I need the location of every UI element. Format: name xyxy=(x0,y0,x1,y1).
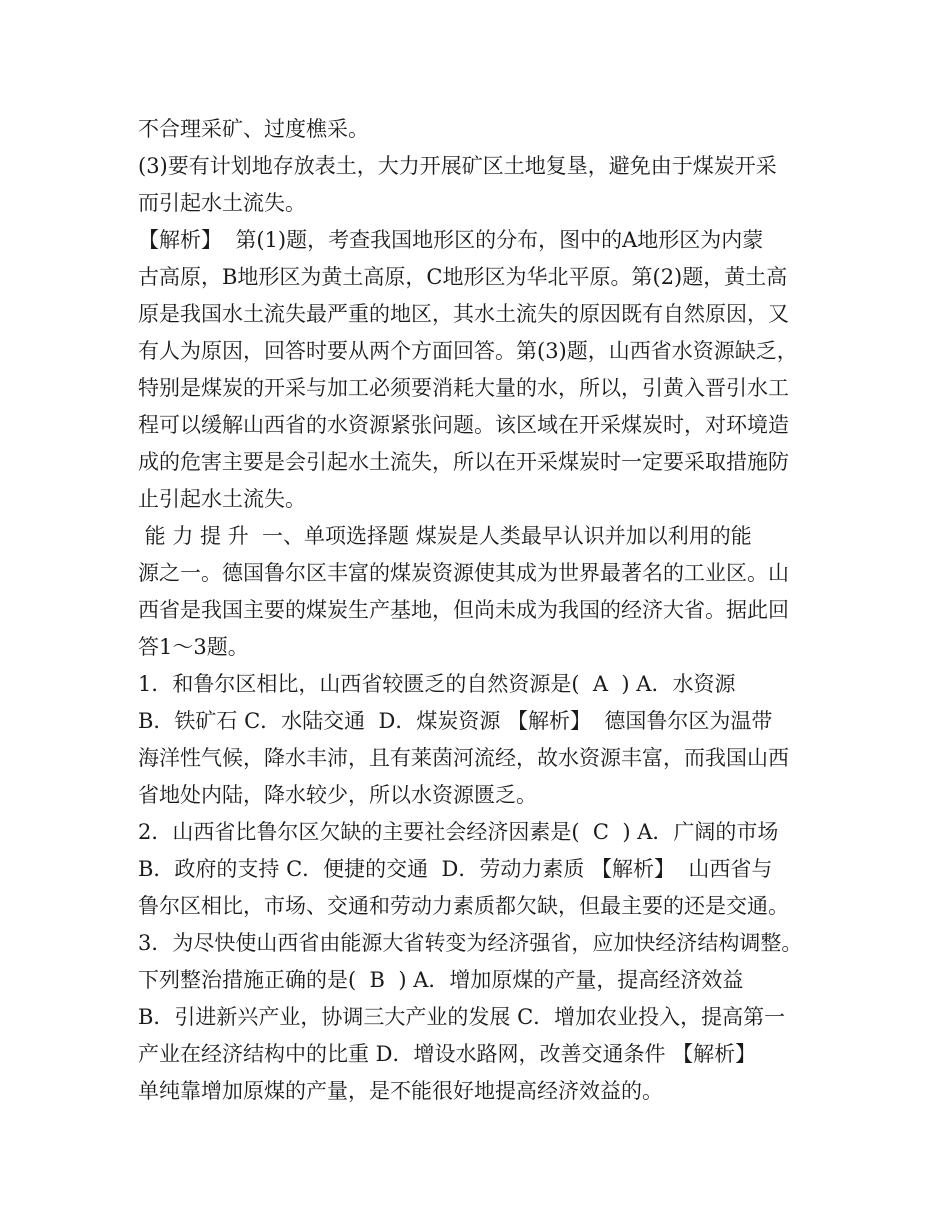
text-line: 特别是煤炭的开采与加工必须要消耗大量的水，所以，引黄入晋引水工 xyxy=(138,376,789,400)
text-line: 下列整治措施正确的是( B ) A．增加原煤的产量，提高经济效益 xyxy=(138,968,744,992)
text-line: 海洋性气候，降水丰沛，且有莱茵河流经，故水资源丰富，而我国山西 xyxy=(138,746,789,770)
text-line: 程可以缓解山西省的水资源紧张问题。该区域在开采煤炭时，对环境造 xyxy=(138,413,789,437)
text-line: 答1～3题。 xyxy=(138,635,249,659)
text-line: 成的危害主要是会引起水土流失，所以在开采煤炭时一定要采取措施防 xyxy=(138,450,789,474)
text-line: 省地处内陆，降水较少，所以水资源匮乏。 xyxy=(138,783,537,807)
text-line: 不合理采矿、过度樵采。 xyxy=(138,117,369,141)
text-line: 止引起水土流失。 xyxy=(138,487,306,511)
text-line: 【解析】 第(1)题，考查我国地形区的分布，图中的A地形区为内蒙 xyxy=(138,228,764,252)
text-line: B．铁矿石 C．水陆交通 D．煤炭资源 【解析】 德国鲁尔区为温带 xyxy=(138,709,773,733)
text-line: B．引进新兴产业，协调三大产业的发展 C．增加农业投入，提高第一 xyxy=(138,1005,786,1029)
text-line: 2．山西省比鲁尔区欠缺的主要社会经济因素是( C ) A．广阔的市场 xyxy=(138,820,779,844)
text-line: 而引起水土流失。 xyxy=(138,191,306,215)
text-line: 原是我国水土流失最严重的地区，其水土流失的原因既有自然原因，又 xyxy=(138,302,789,326)
text-line: 3．为尽快使山西省由能源大省转变为经济强省，应加快经济结构调整。 xyxy=(138,931,803,955)
text-line: 产业在经济结构中的比重 D．增设水路网，改善交通条件 【解析】 xyxy=(138,1042,757,1066)
document-body xyxy=(138,111,828,1110)
text-line: 有人为原因，回答时要从两个方面回答。第(3)题，山西省水资源缺乏， xyxy=(138,339,798,363)
text-line: B．政府的支持 C．便捷的交通 D．劳动力素质 【解析】 山西省与 xyxy=(138,857,773,881)
text-line: 西省是我国主要的煤炭生产基地，但尚未成为我国的经济大省。据此回 xyxy=(138,598,789,622)
text-line: (3)要有计划地存放表土，大力开展矿区土地复垦，避免由于煤炭开采 xyxy=(138,154,777,178)
text-line: 1．和鲁尔区相比，山西省较匮乏的自然资源是( A ) A．水资源 xyxy=(138,672,736,696)
text-line: 鲁尔区相比，市场、交通和劳动力素质都欠缺，但最主要的还是交通。 xyxy=(138,894,789,918)
text-line: 古高原，B地形区为黄土高原，C地形区为华北平原。第(2)题，黄土高 xyxy=(138,265,788,289)
text-line: 源之一。德国鲁尔区丰富的煤炭资源使其成为世界最著名的工业区。山 xyxy=(138,561,789,585)
text-line: 能 力 提 升 一、单项选择题 煤炭是人类最早认识并加以利用的能 xyxy=(138,524,752,548)
text-line: 单纯靠增加原煤的产量，是不能很好地提高经济效益的。 xyxy=(138,1079,663,1103)
